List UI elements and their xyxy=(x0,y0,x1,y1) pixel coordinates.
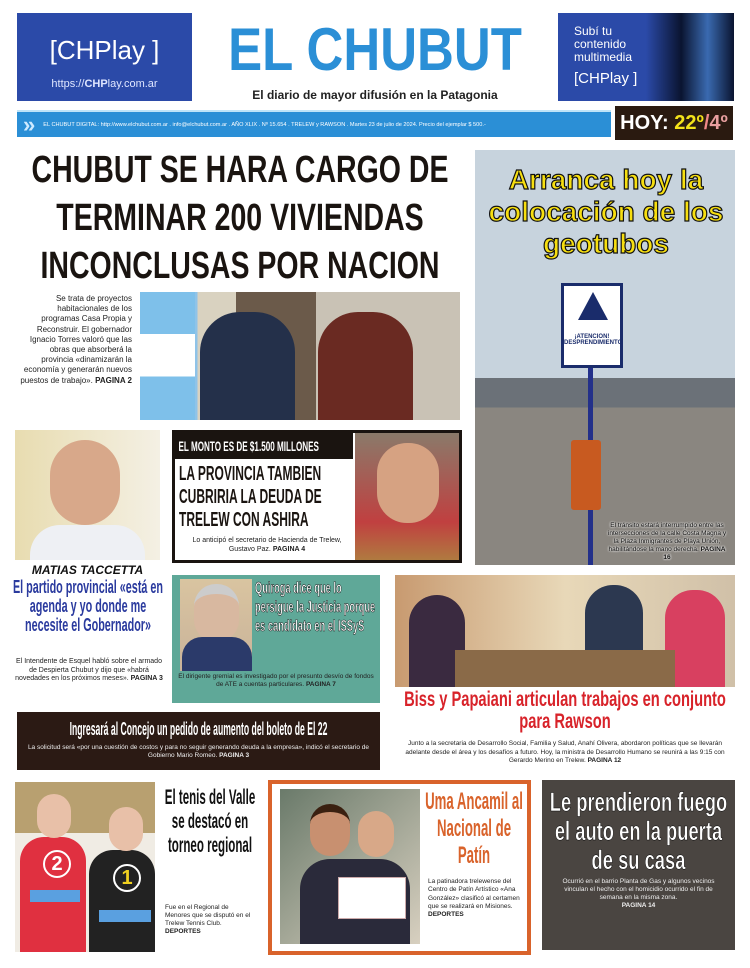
ad-line1: Subí tu xyxy=(574,24,613,38)
chplay-brand: [CHPlay ] xyxy=(49,35,160,65)
chevron-right-icon: » xyxy=(23,111,36,137)
quiroga-photo xyxy=(180,579,252,671)
ashira-kicker: EL MONTO ES DE $1.500 MILLONES xyxy=(175,433,353,459)
taccetta-name: MATIAS TACCETTA xyxy=(31,563,144,577)
boleto-text: La solicitud será «por una cuestión de costos y para no seguir generando deuda a la empresa», indicó el secretario de Gobierno Mario Romeo. PAGINA 3 xyxy=(27,744,370,759)
info-bar xyxy=(17,110,611,137)
biss-headline[interactable]: Biss y Papaiani articulan trabajos en conjunto para Rawson xyxy=(404,688,726,733)
chplay-ad-left[interactable] xyxy=(17,13,192,101)
main-summary: Se trata de proyectos habitacionales de los programas Casa Propia y Reconstruir. El gobernador Ignacio Torres valoró que las obras que absorberá la provincia «dinamizarán la economía y generarán nuevos puestos de trabajo». PAGINA 2 xyxy=(20,294,132,385)
trophy-1: 1 xyxy=(113,864,141,892)
ad-line3: multimedia xyxy=(574,50,633,64)
barrel xyxy=(571,440,601,510)
trophy-2: 2 xyxy=(43,850,71,878)
taccetta-text: El Intendente de Esquel habló sobre el armado de Despierta Chubut y dijo que «habrá novedades en los próximos meses». PAGINA 3 xyxy=(15,658,163,683)
warning-sign: ¡ATENCION! DESPRENDIMIENTO xyxy=(561,283,623,368)
geotubos-photo[interactable] xyxy=(475,150,735,565)
quiroga-text: El dirigente gremial es investigado por el presunto desvío de fondos de ATE a cuentas particulares. PAGINA 7 xyxy=(178,673,374,688)
certificate xyxy=(338,877,406,919)
patin-photo xyxy=(280,789,420,944)
main-headline[interactable]: CHUBUT SE HARA CARGO DE TERMINAR 200 VIVIENDAS INCONCLUSAS POR NACION xyxy=(31,149,449,287)
ad-line2: contenido xyxy=(574,37,627,51)
temp-min: 4º xyxy=(709,112,728,134)
masthead-logo[interactable]: EL CHUBUT xyxy=(228,16,522,83)
temp-max: 22º xyxy=(674,112,704,134)
paz-photo xyxy=(355,433,459,560)
tenis-photo xyxy=(15,782,155,952)
biss-text: Junto a la secretaria de Desarrollo Social, Familia y Salud, Anahí Olivera, abordaron políticas que se llevarán adelante desde el área y los desafíos a futuro. Hoy, la ministra de Desarrollo Humano se reunirá a las 9:15 con Gerardo Merino en Trelew. PAGINA 12 xyxy=(405,740,725,764)
geotubos-caption: El tránsito estará interrumpido entre las intersecciones de la calle Costa Magna y la Plaza Inmigrantes de Playa Unión, habilitándose la mano derecha. PAGINA 16 xyxy=(607,522,727,561)
ashira-box[interactable] xyxy=(172,430,462,563)
patin-headline: Uma Ancamil al Nacional de Patín xyxy=(425,788,523,869)
boleto-headline: Ingresará al Concejo un pedido de aumento del boleto de El 22 xyxy=(69,719,328,739)
taccetta-headline[interactable]: El partido provincial «está en agenda y yo donde me necesite el Gobernador» xyxy=(12,577,164,635)
biss-photo xyxy=(395,575,735,687)
tenis-text: Fue en el Regional de Menores que se disputó en el Trelew Tennis Club. DEPORTES xyxy=(165,904,251,935)
boleto-box[interactable] xyxy=(17,712,380,770)
patin-text: La patinadora trelewense del Centro de Patín Artístico «Ana González» clasificó al certamen que se realizará en Misiones. DEPORTES xyxy=(428,878,520,919)
fuego-box[interactable] xyxy=(542,780,735,950)
patin-box[interactable] xyxy=(268,780,531,955)
geotubos-headline: Arranca hoy la colocación de los geotubos xyxy=(488,164,724,259)
weather-box: HOY: 22º/4º xyxy=(615,106,733,140)
quiroga-headline: Quiroga dice que lo persigue la Justicia porque es candidato en el ISSyS xyxy=(255,580,376,635)
argentina-flag xyxy=(140,292,195,420)
chplay-ad-right[interactable] xyxy=(558,13,734,101)
fuego-text: Ocurrió en el barrio Planta de Gas y algunos vecinos vinculan el hecho con el homicidio ocurrido el fin de semana en la misma zona. PAGINA 14 xyxy=(562,878,715,909)
taccetta-photo xyxy=(15,430,160,560)
governor-photo xyxy=(140,292,460,420)
quiroga-box[interactable] xyxy=(172,575,380,703)
tenis-headline[interactable]: El tenis del Valle se destacó en torneo regional xyxy=(164,786,256,857)
chplay-url: https://CHPlay.com.ar xyxy=(51,78,158,90)
ad-brand: [CHPlay ] xyxy=(574,70,638,87)
edition-info: EL CHUBUT DIGITAL: http://www.elchubut.com.ar . info@elchubut.com.ar . AÑO XLIX . Nº 15.654 . TRELEW y RAWSON . Martes 23 de julio de 2024. Precio del ejemplar $ 500.- xyxy=(43,121,486,128)
ashira-text: Lo anticipó el secretario de Hacienda de Trelew, Gustavo Paz. PAGINA 4 xyxy=(192,537,342,553)
fuego-headline: Le prendieron fuego el auto en la puerta de su casa xyxy=(549,787,728,875)
tagline: El diario de mayor difusión en la Patagonia xyxy=(252,88,498,102)
ashira-headline: LA PROVINCIA TAMBIEN CUBRIRIA LA DEUDA DE TRELEW CON ASHIRA xyxy=(179,463,322,531)
